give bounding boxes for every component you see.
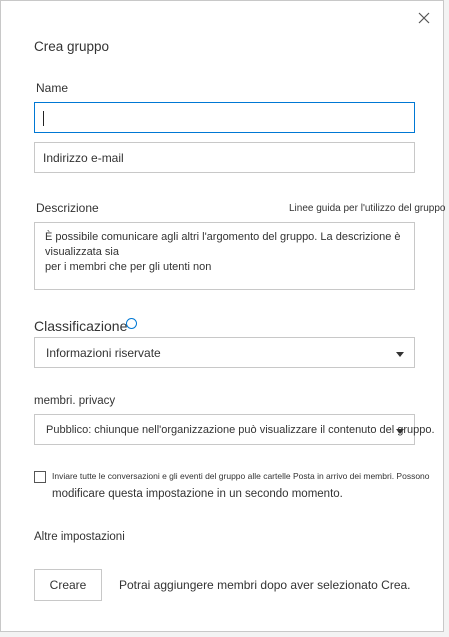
chevron-down-icon xyxy=(396,429,404,434)
close-icon[interactable] xyxy=(415,9,433,27)
classification-selected: Informazioni riservate xyxy=(46,346,161,360)
create-button[interactable]: Creare xyxy=(34,569,102,601)
email-placeholder: Indirizzo e-mail xyxy=(43,151,124,165)
subscribe-checkbox[interactable] xyxy=(34,471,46,483)
privacy-selected: Pubblico: chiunque nell'organizzazione può visualizzare il contenuto del gruppo. xyxy=(46,424,435,436)
privacy-label: membri. privacy xyxy=(34,395,116,407)
dialog-title: Crea gruppo xyxy=(34,39,110,54)
text-cursor xyxy=(43,111,44,126)
chevron-down-icon xyxy=(396,352,404,357)
create-hint: Potrai aggiungere membri dopo aver selezionato Crea. xyxy=(119,578,411,592)
description-label: Descrizione xyxy=(36,201,99,215)
email-input[interactable] xyxy=(34,142,415,173)
description-text: È possibile comunicare agli altri l'argomento del gruppo. La descrizione è visualizzata sia per i membri che per gli utenti non xyxy=(45,231,401,273)
description-textarea[interactable] xyxy=(34,222,415,290)
classification-label-row xyxy=(34,318,137,334)
classification-select[interactable] xyxy=(34,337,415,368)
more-settings-link[interactable]: Altre impostazioni xyxy=(34,531,125,543)
privacy-select[interactable] xyxy=(34,414,435,445)
classification-label: Classificazione xyxy=(34,318,128,334)
guidelines-link[interactable]: Linee guida per l'utilizzo del gruppo xyxy=(289,203,446,214)
name-input[interactable] xyxy=(34,102,415,133)
info-icon[interactable] xyxy=(126,318,137,329)
name-label: Name xyxy=(36,81,69,95)
subscribe-text-line2: modificare questa impostazione in un secondo momento. xyxy=(52,488,343,500)
subscribe-text-line1: Inviare tutte le conversazioni e gli eventi del gruppo alle cartelle Posta in arrivo dei membri. Possono xyxy=(52,471,430,481)
